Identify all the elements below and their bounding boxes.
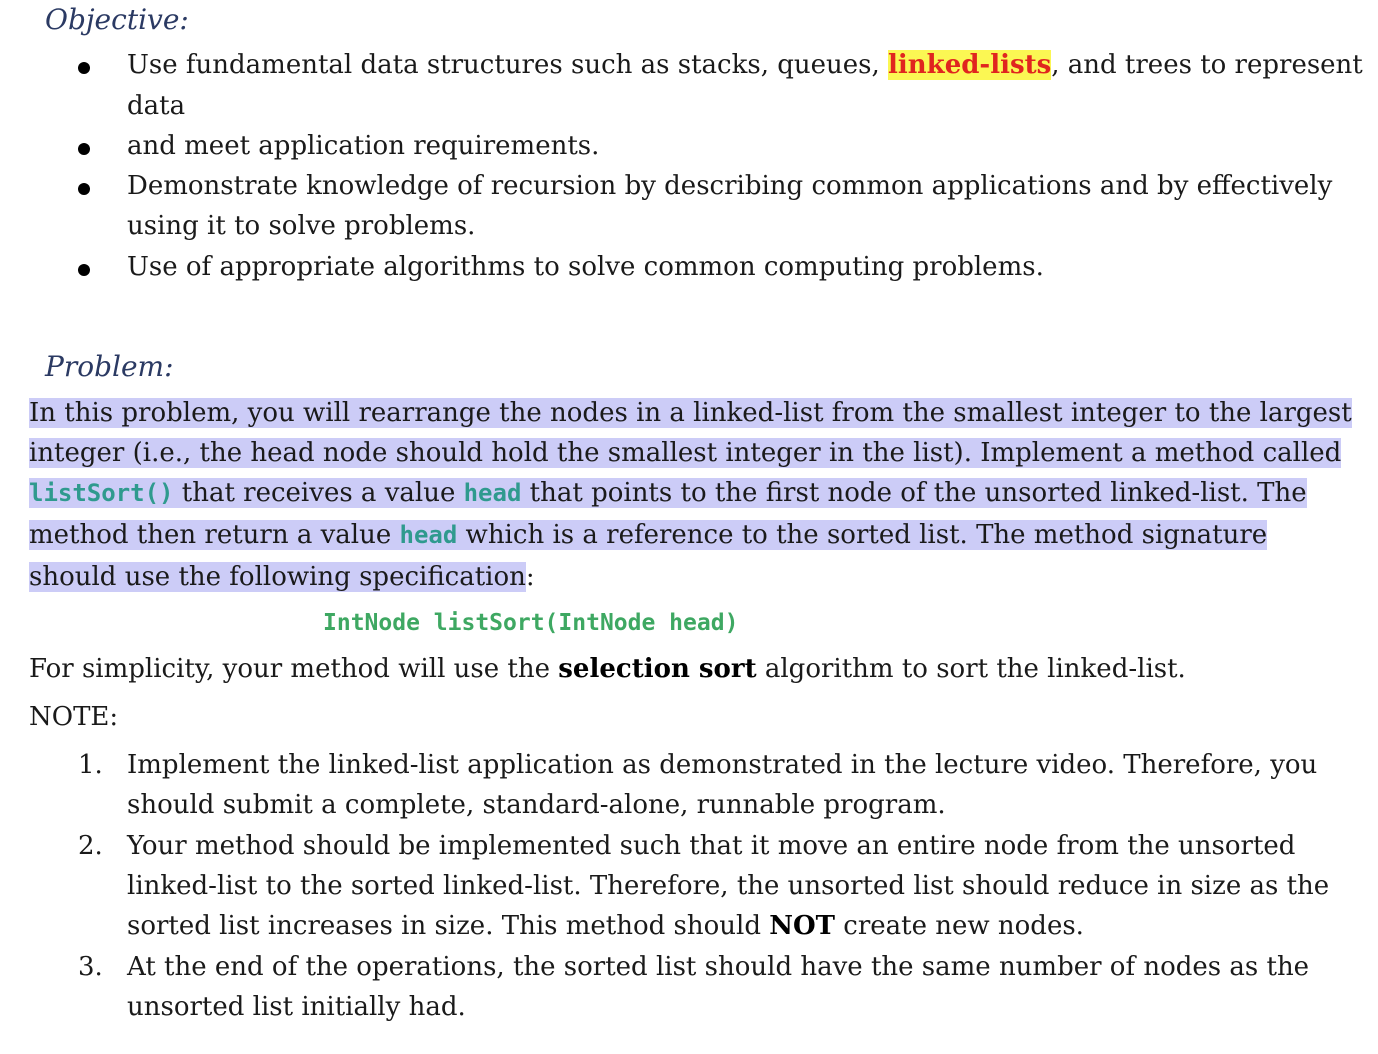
selected-text: integer (i.e., the head node should hold the smallest integer in the list). Implement a method called: [29, 438, 1342, 468]
objective-item-4: Use of appropriate algorithms to solve common computing problems.: [127, 252, 1044, 282]
note-2-line-1: Your method should be implemented such that it move an entire node from the unsorted: [127, 831, 1296, 861]
highlighted-term: linked-lists: [888, 50, 1052, 80]
problem-text: which is a reference to the sorted list. The method signature: [457, 520, 1268, 550]
problem-line-2: [29, 438, 1341, 468]
bullet-icon: [78, 62, 90, 74]
note-3-line-1: At the end of the operations, the sorted list should have the same number of nodes as the: [127, 952, 1310, 982]
note-text: create new nodes.: [835, 911, 1084, 941]
problem-line-3: [29, 478, 1307, 508]
inline-code-head: head: [399, 521, 458, 549]
bullet-icon: [78, 264, 90, 276]
note-number-1: 1.: [78, 750, 103, 780]
objective-item-3-line-1: Demonstrate knowledge of recursion by describing common applications and by effectively: [127, 171, 1333, 201]
bullet-icon: [78, 183, 90, 195]
simplicity-line: [29, 654, 1186, 684]
selected-text: [29, 478, 1307, 508]
problem-text: method then return a value: [29, 520, 400, 550]
note-text: sorted list increases in size. This method should: [127, 911, 770, 941]
objective-item-1-text-end: , and trees to represent: [1051, 50, 1363, 80]
problem-line-4: [29, 520, 1267, 550]
objective-item-1: [127, 50, 1363, 80]
problem-text: algorithm to sort the linked-list.: [756, 654, 1186, 684]
objective-item-1-text: Use fundamental data structures such as stacks, queues,: [127, 50, 889, 80]
objective-item-2: and meet application requirements.: [127, 131, 600, 161]
note-2-line-3: [127, 911, 1084, 941]
objective-item-1-continued: data: [127, 91, 186, 121]
note-number-2: 2.: [78, 831, 103, 861]
selected-text: In this problem, you will rearrange the nodes in a linked-list from the smallest integer to the largest: [29, 398, 1352, 428]
note-1-line-1: Implement the linked-list application as demonstrated in the lecture video. Therefore, you: [127, 750, 1318, 780]
problem-heading: Problem:: [45, 350, 174, 383]
note-number-3: 3.: [78, 952, 103, 982]
objective-item-3-line-2: using it to solve problems.: [127, 211, 476, 241]
bullet-icon: [78, 143, 90, 155]
note-2-line-2: linked-list to the sorted linked-list. Therefore, the unsorted list should reduce in size as the: [127, 871, 1330, 901]
inline-code-listsort: listSort(): [29, 479, 174, 507]
selected-text: [29, 520, 1267, 550]
objective-heading: Objective:: [45, 3, 189, 36]
problem-text: that receives a value: [173, 478, 464, 508]
note-3-line-2: unsorted list initially had.: [127, 992, 466, 1022]
problem-line-5: [29, 562, 535, 592]
problem-text: :: [525, 562, 535, 592]
bold-term: NOT: [769, 911, 836, 941]
method-signature: IntNode listSort(IntNode head): [323, 610, 739, 636]
selected-text: should use the following specification: [29, 562, 526, 592]
problem-line-1: [29, 398, 1352, 428]
problem-text: For simplicity, your method will use the: [29, 654, 559, 684]
note-label: NOTE:: [29, 702, 119, 732]
note-1-line-2: should submit a complete, standard-alone, runnable program.: [127, 790, 946, 820]
problem-text: that points to the first node of the unsorted linked-list. The: [521, 478, 1307, 508]
inline-code-head: head: [463, 479, 522, 507]
bold-term: selection sort: [558, 654, 757, 684]
